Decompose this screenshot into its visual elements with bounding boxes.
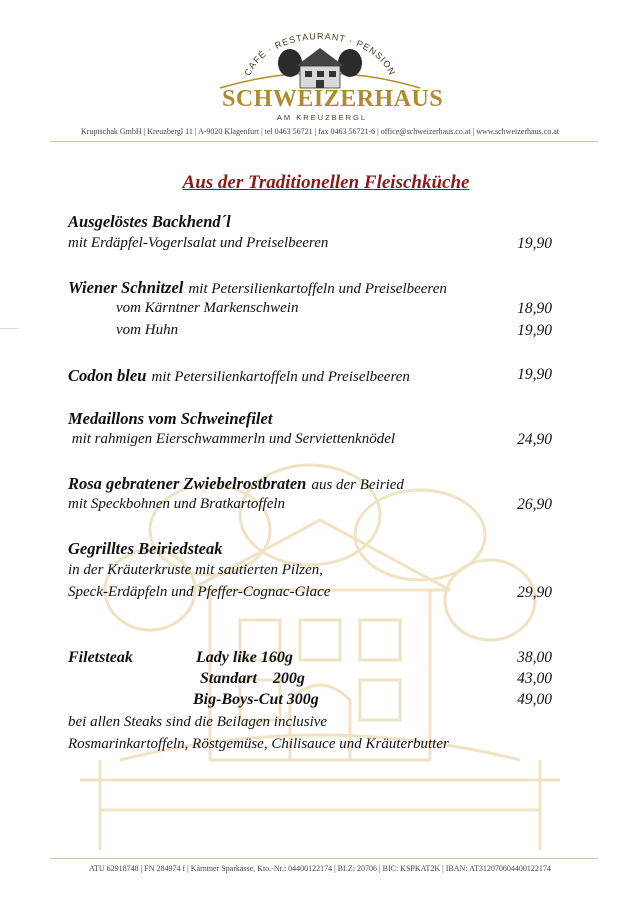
- dish-variant-label: vom Huhn: [116, 322, 179, 338]
- dish-description: mit Petersilienkartoffeln und Preiselbeeren: [188, 281, 447, 297]
- dish-title: Gegrilltes Beiriedsteak: [68, 539, 223, 558]
- steak-note-line2: Rosmarinkartoffeln, Röstgemüse, Chilisauce und Kräuterbutter: [68, 736, 449, 752]
- dish-variant-label: vom Kärntner Markenschwein: [116, 300, 299, 316]
- dish-variant-price: 18,90: [517, 300, 552, 317]
- header-divider: [50, 141, 598, 142]
- dish-variant-price: 19,90: [517, 322, 552, 339]
- dish-price: 24,90: [517, 431, 552, 448]
- dish-description: mit Petersilienkartoffeln und Preiselbeeren: [151, 369, 410, 385]
- dish-price: 19,90: [517, 235, 552, 252]
- dish-title: Medaillons vom Schweinefilet: [68, 409, 273, 428]
- menu-title: Aus der Traditionellen Fleischküche: [182, 172, 470, 193]
- contact-line: Kruptschak GmbH | Kreuzbergl 11 | A-9020 Klagenfurt | tel 0463 56721 | fax 0463 56721-6 | office@schweizerhaus.co.at | www.schweizerhaus.co.at: [81, 127, 559, 136]
- dish-price: 29,90: [517, 584, 552, 601]
- brand-name: SCHWEIZERHAUS: [222, 86, 444, 112]
- footer-bank-details: ATU 62918748 | FN 284974 f | Kärntner Sparkasse, Kto.-Nr.: 04400122174 | BLZ: 20706 | BIC: KSPKAT2K | IBAN: AT312070604400122174: [89, 864, 551, 873]
- dish-row: [68, 474, 404, 494]
- dish-title: Ausgelöstes Backhend´l: [68, 212, 231, 231]
- dish-price: 19,90: [517, 366, 552, 383]
- footer-divider: [50, 858, 598, 859]
- brand-subtitle: AM KREUZBERGL: [276, 113, 368, 122]
- steak-option-price: 49,00: [517, 691, 552, 708]
- steak-option-price: 43,00: [517, 670, 552, 687]
- dish-description: mit Erdäpfel-Vogerlsalat und Preiselbeeren: [68, 235, 329, 251]
- dish-description-line2: Speck-Erdäpfeln und Pfeffer-Cognac-Glace: [68, 584, 331, 600]
- steak-option-price: 38,00: [517, 649, 552, 666]
- steak-option-label: Standart 200g: [200, 670, 305, 687]
- logo-arc-text: CAFÉ · RESTAURANT · PENSION: [242, 31, 398, 78]
- dish-title: Codon bleu: [68, 366, 147, 385]
- dish-price: 26,90: [517, 496, 552, 513]
- dish-title: Wiener Schnitzel: [68, 278, 184, 297]
- steak-title: Filetsteak: [68, 649, 133, 666]
- dish-row: [68, 278, 447, 298]
- steak-note: bei allen Steaks sind die Beilagen inclusive: [68, 714, 328, 730]
- dish-title: Rosa gebratener Zwiebelrostbraten: [68, 474, 307, 493]
- margin-mark: [0, 328, 18, 329]
- dish-description: in der Kräuterkruste mit sautierten Pilzen,: [68, 562, 323, 578]
- steak-option-label: Lady like 160g: [196, 649, 293, 666]
- dish-description: mit rahmigen Eierschwammerln und Serviettenknödel: [68, 431, 396, 447]
- dish-inline-description: aus der Beiried: [311, 477, 404, 493]
- dish-row: [68, 366, 410, 386]
- dish-description: mit Speckbohnen und Bratkartoffeln: [68, 496, 286, 512]
- steak-option-label: Big-Boys-Cut 300g: [193, 691, 319, 708]
